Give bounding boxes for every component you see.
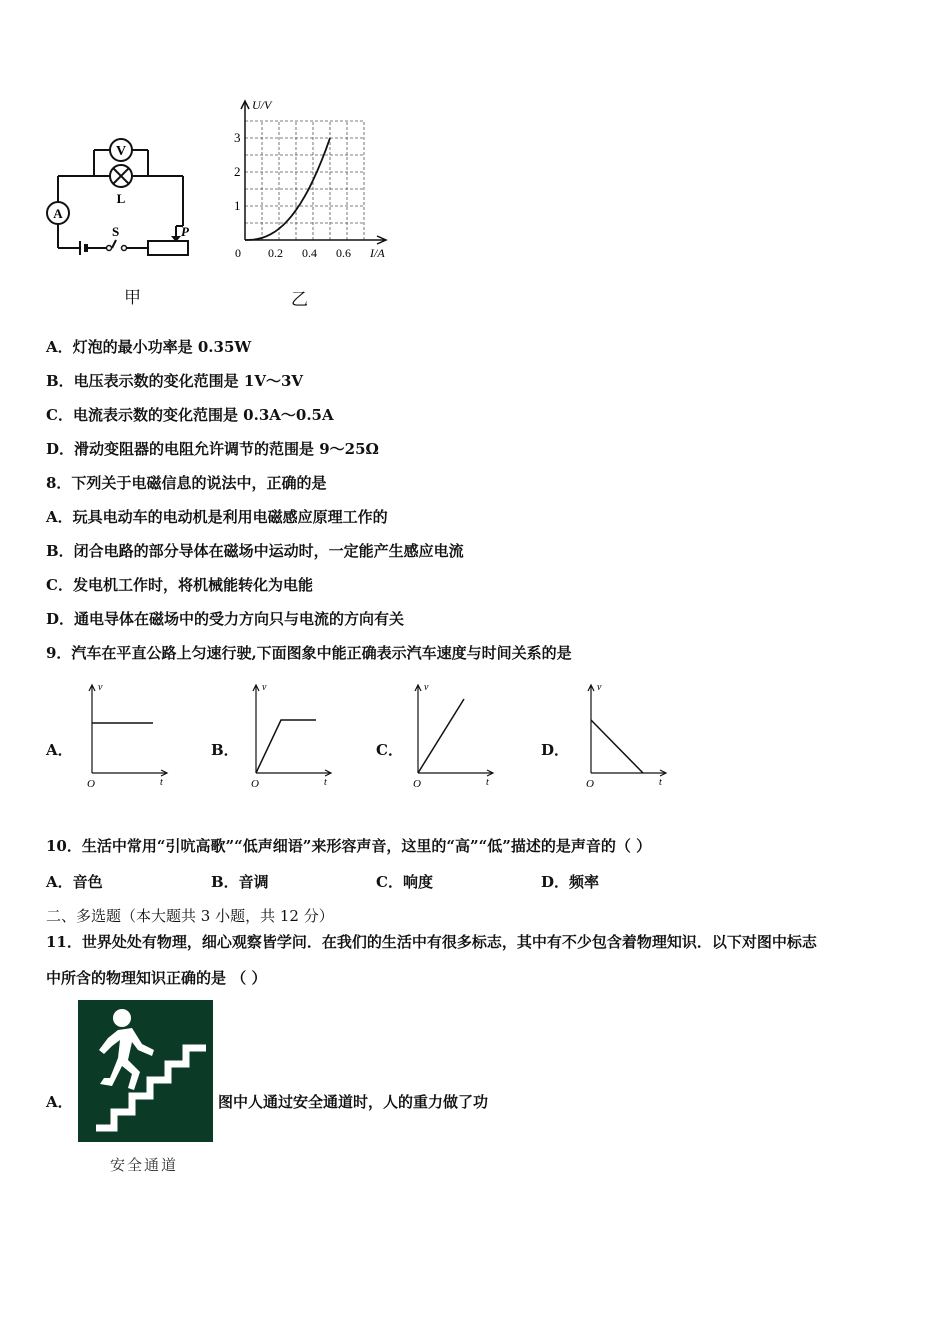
q7-option-a: A．灯泡的最小功率是 0.35W (46, 338, 252, 356)
q9-c-v: v (424, 682, 429, 693)
q10-option-d: D．频率 (541, 873, 600, 891)
q9-a-o: O (87, 778, 95, 790)
switch-letter: S (112, 224, 120, 239)
x-tick-0-2: 0.2 (268, 246, 283, 260)
y-axis-label: U/V (252, 98, 272, 112)
q9-b-v: v (262, 682, 267, 693)
q10-option-b: B．音调 (211, 873, 269, 891)
q11-option-a-text: 图中人通过安全通道时，人的重力做了功 (218, 1093, 489, 1111)
q9-d-t: t (659, 777, 662, 788)
q9-stem: 9．汽车在平直公路上匀速行驶,下面图象中能正确表示汽车速度与时间关系的是 (46, 644, 572, 662)
figure-caption-yi: 乙 (291, 290, 308, 310)
q9-d-velocity-line (591, 720, 643, 773)
q9-c-t: t (486, 777, 489, 788)
q11-label-a: A． (46, 1093, 73, 1111)
q8-option-a: A．玩具电动车的电动机是利用电磁感应原理工作的 (46, 508, 388, 526)
q9-label-b: B． (211, 741, 239, 759)
q7-option-d: D．滑动变阻器的电阻允许调节的范围是 9～25Ω (46, 440, 379, 458)
x-axis-label: I/A (370, 246, 385, 260)
y-tick-3: 3 (234, 130, 241, 145)
q8-option-d: D．通电导体在磁场中的受力方向只与电流的方向有关 (46, 610, 405, 628)
q9-d-v: v (597, 682, 602, 693)
q9-b-velocity-line (256, 720, 316, 773)
q10-option-a: A．音色 (46, 873, 103, 891)
q9-label-d: D． (541, 741, 570, 759)
q9-graph-b (242, 680, 334, 790)
ui-graph-yi (225, 95, 400, 270)
q9-label-a: A． (46, 741, 73, 759)
x-tick-0-4: 0.4 (302, 246, 317, 260)
q7-option-c: C．电流表示数的变化范围是 0.3A～0.5A (46, 406, 334, 424)
y-tick-1: 1 (234, 198, 241, 213)
figure-caption-jia: 甲 (124, 288, 141, 308)
slider-letter: P (181, 224, 189, 239)
ammeter-letter: A (53, 206, 63, 221)
q9-b-t: t (324, 777, 327, 788)
x-tick-0-6: 0.6 (336, 246, 351, 260)
q9-graph-d (577, 680, 669, 790)
q11-stem-line2: 中所含的物理知识正确的是 （ ） (46, 969, 267, 987)
y-tick-2: 2 (234, 164, 241, 179)
lamp-letter: L (116, 191, 126, 206)
origin-label: 0 (235, 246, 241, 260)
safety-exit-sign (78, 1000, 213, 1142)
circuit-diagram-jia (40, 130, 200, 270)
q10-option-c: C．响度 (376, 873, 433, 891)
q9-c-o: O (413, 778, 421, 790)
section-heading: 二、多选题（本大题共 3 小题，共 12 分） (46, 907, 334, 925)
q8-stem: 8．下列关于电磁信息的说法中，正确的是 (46, 474, 327, 492)
q9-d-o: O (586, 778, 594, 790)
q8-option-c: C．发电机工作时，将机械能转化为电能 (46, 576, 313, 594)
q10-stem: 10．生活中常用“引吭高歌”“低声细语”来形容声音，这里的“高”“低”描述的是声音的（ ） (46, 837, 652, 855)
q9-a-v: v (98, 682, 103, 693)
q8-option-b: B．闭合电路的部分导体在磁场中运动时，一定能产生感应电流 (46, 542, 464, 560)
q9-graph-a (78, 680, 170, 790)
q9-graph-c (404, 680, 496, 790)
q9-c-velocity-line (418, 699, 464, 773)
q7-option-b: B．电压表示数的变化范围是 1V～3V (46, 372, 304, 390)
q9-a-t: t (160, 777, 163, 788)
voltmeter-letter: V (115, 144, 127, 159)
q9-b-o: O (251, 778, 259, 790)
sign-caption: 安全通道 (110, 1156, 179, 1174)
q9-label-c: C． (376, 741, 403, 759)
q11-stem-line1: 11．世界处处有物理，细心观察皆学问．在我们的生活中有很多标志，其中有不少包含着物理知识．以下对图中标志 (46, 933, 817, 951)
